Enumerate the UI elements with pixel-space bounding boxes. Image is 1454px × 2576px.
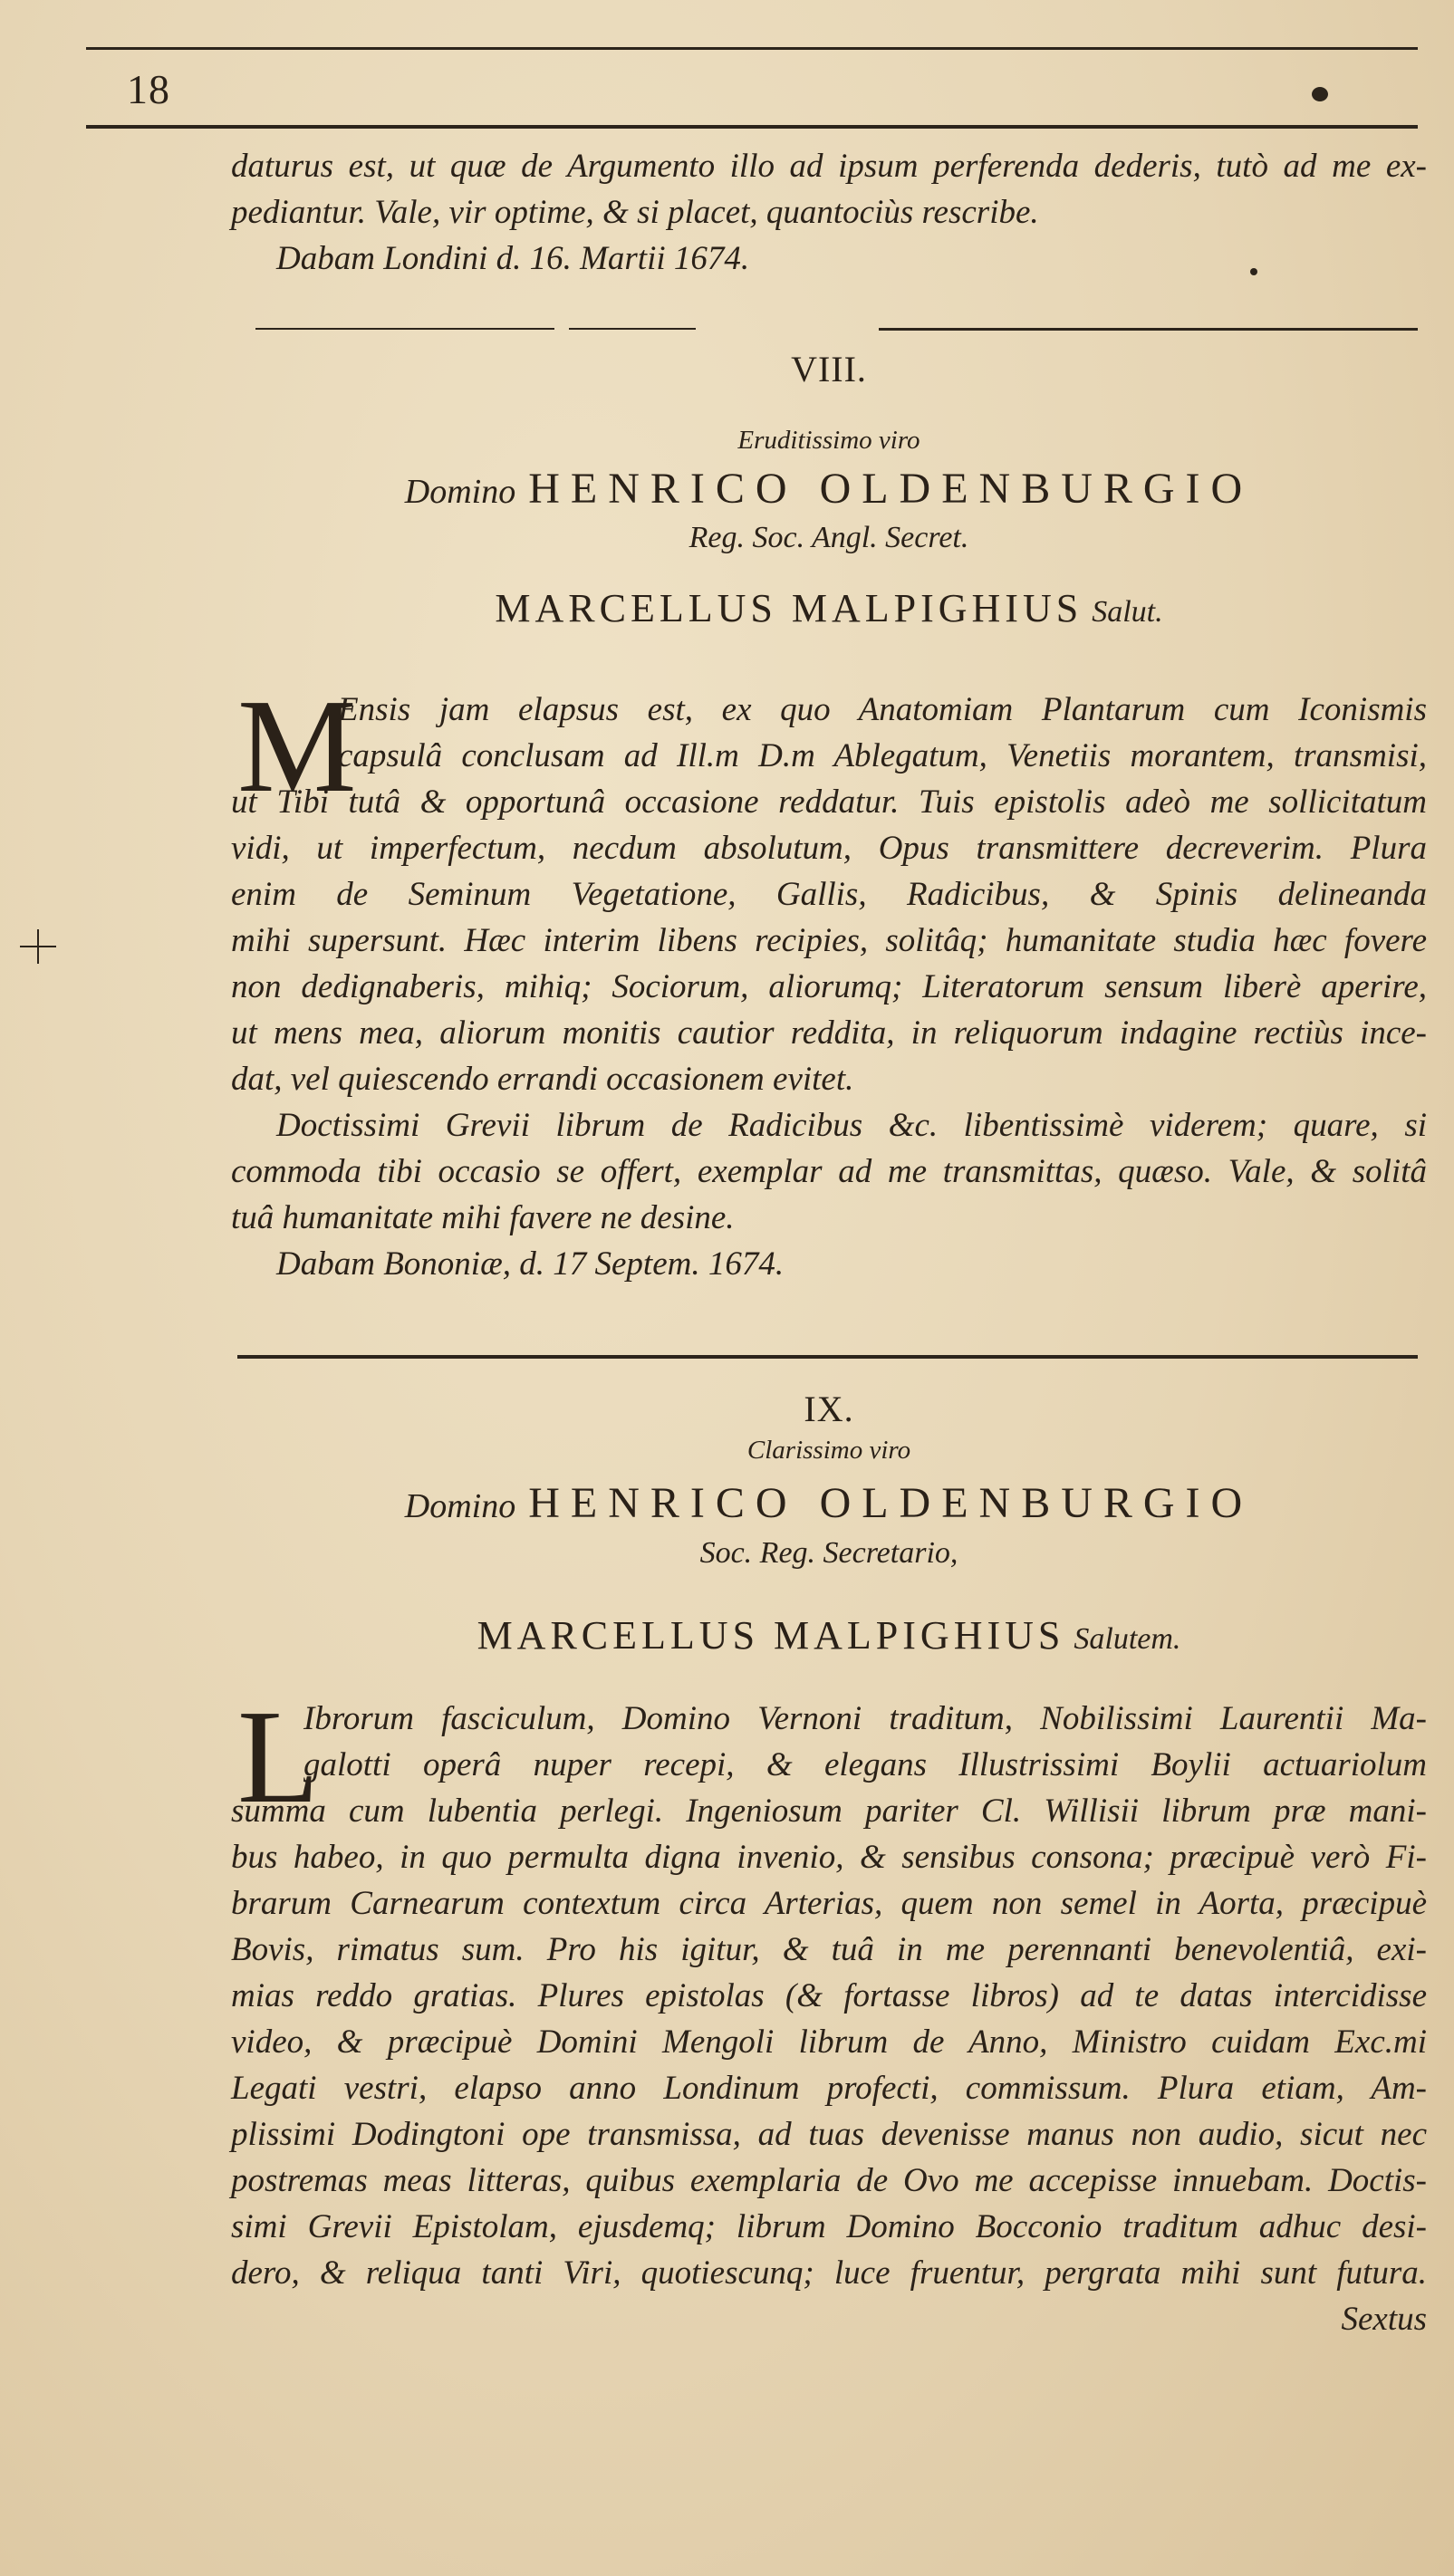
recipient-title: Reg. Soc. Angl. Secret. (688, 521, 969, 554)
ink-dot (1250, 268, 1257, 275)
dated-line: Dabam Bononiæ, d. 17 Septem. 1674. (276, 1245, 785, 1283)
text-line: dat, vel quiescendo errandi occasionem evitet. (231, 1061, 854, 1098)
text-line: Bovis, rimatus sum. Pro his igitur, & tuâ in me perennanti benevolentiâ, exi- (231, 1931, 1427, 1968)
greeting: Salut. (1092, 595, 1163, 629)
text-line: brarum Carnearum contextum circa Arterias, quem non semel in Aorta, præcipuè (231, 1885, 1427, 1922)
text-line: mias reddo gratias. Plures epistolas (& fortasse libros) ad te datas intercidisse (231, 1977, 1427, 2014)
text-line: summa cum lubentia perlegi. Ingeniosum pariter Cl. Willisii librum præ mani- (231, 1793, 1427, 1830)
top-block (231, 143, 1427, 282)
dated-line: Dabam Londini d. 16. Martii 1674. (276, 240, 750, 277)
text-line: dero, & reliqua tanti Viri, quotiescunq; luce fruentur, pergrata mihi sunt futura. (231, 2254, 1427, 2292)
recipient-line (231, 464, 1427, 514)
sender-line (231, 1612, 1427, 1658)
text-line: pediantur. Vale, vir optime, & si placet, quantociùs rescribe. (231, 194, 1039, 231)
text-line: daturus est, ut quæ de Argumento illo ad ipsum perferenda dederis, tutò ad me ex- (231, 148, 1427, 185)
text-line: galotti operâ nuper recepi, & elegans Illustrissimi Boylii actuariolum (303, 1746, 1427, 1783)
recipient-line (231, 1478, 1427, 1528)
greeting: Salutem. (1074, 1622, 1181, 1656)
section-divider (569, 328, 696, 330)
drop-cap: L (237, 1683, 320, 1831)
text-line: simi Grevii Epistolam, ejusdemq; librum Domino Bocconio traditum adhuc desi- (231, 2208, 1427, 2245)
letter-number: VIII. (791, 349, 867, 389)
margin-mark (37, 929, 39, 964)
sender-name: MARCELLUS MALPIGHIUS (495, 586, 1083, 630)
sender-line (231, 585, 1427, 631)
letter-body (231, 1696, 1427, 2342)
text-line: video, & præcipuè Domini Mengoli librum de Anno, Ministro cuidam Exc.mi (231, 2023, 1427, 2061)
text-line: postremas meas litteras, quibus exemplaria de Ovo me accepisse innuebam. Doctis- (231, 2162, 1427, 2199)
text-line: tuâ humanitate mihi favere ne desine. (231, 1199, 735, 1236)
letter-body (231, 687, 1427, 1287)
section-divider (255, 328, 554, 330)
ink-spot (1312, 87, 1328, 101)
sender-name: MARCELLUS MALPIGHIUS (477, 1613, 1065, 1658)
drop-cap: M (237, 672, 357, 821)
domino-label: Domino (404, 1487, 516, 1525)
text-line: ut Tibi tutâ & opportunâ occasione reddatur. Tuis epistolis adeò me sollicitatum (231, 783, 1427, 821)
letter-number: IX. (804, 1389, 854, 1429)
catchword: Sextus (1341, 2301, 1427, 2338)
salutation: Clarissimo viro (746, 1436, 911, 1465)
text-line: vidi, ut imperfectum, necdum absolutum, Opus transmittere decreverim. Plura (231, 830, 1427, 867)
text-line: commoda tibi occasio se offert, exemplar ad me transmittas, quæso. Vale, & solitâ (231, 1153, 1427, 1190)
page-number: 18 (127, 66, 170, 112)
recipient-name: HENRICO OLDENBURGIO (528, 465, 1254, 513)
text-line: Legati vestri, elapso anno Londinum profecti, commissum. Plura etiam, Am- (231, 2070, 1427, 2107)
recipient-title: Soc. Reg. Secretario, (699, 1536, 958, 1570)
header-rule (86, 125, 1418, 129)
text-line: Ibrorum fasciculum, Domino Vernoni traditum, Nobilissimi Laurentii Ma- (303, 1700, 1427, 1737)
text-line: plissimi Dodingtoni ope transmissa, ad tuas devenisse manus non audio, sicut nec (231, 2116, 1427, 2153)
salutation: Eruditissimo viro (737, 426, 920, 455)
section-divider (879, 328, 1418, 331)
text-line: Ensis jam elapsus est, ex quo Anatomiam Plantarum cum Iconismis (338, 691, 1427, 728)
text-line: mihi supersunt. Hæc interim libens recipies, solitâq; humanitate studia hæc fovere (231, 922, 1427, 959)
top-rule (86, 47, 1418, 50)
text-line: enim de Seminum Vegetatione, Gallis, Radicibus, & Spinis delineanda (231, 876, 1427, 913)
text-line: capsulâ conclusam ad Ill.m D.m Ablegatum, Venetiis morantem, transmisi, (338, 737, 1427, 774)
text-line: Doctissimi Grevii librum de Radicibus &c. libentissimè viderem; quare, si (276, 1107, 1427, 1144)
text-line: ut mens mea, aliorum monitis cautior reddita, in reliquorum indagine rectiùs ince- (231, 1014, 1427, 1052)
recipient-name: HENRICO OLDENBURGIO (528, 1479, 1254, 1527)
text-line: bus habeo, in quo permulta digna invenio, & sensibus consona; præcipuè verò Fi- (231, 1839, 1427, 1876)
section-divider (237, 1355, 1418, 1359)
text-line: non dedignaberis, mihiq; Sociorum, aliorumq; Literatorum sensum liberè aperire, (231, 968, 1427, 1005)
domino-label: Domino (404, 473, 516, 511)
